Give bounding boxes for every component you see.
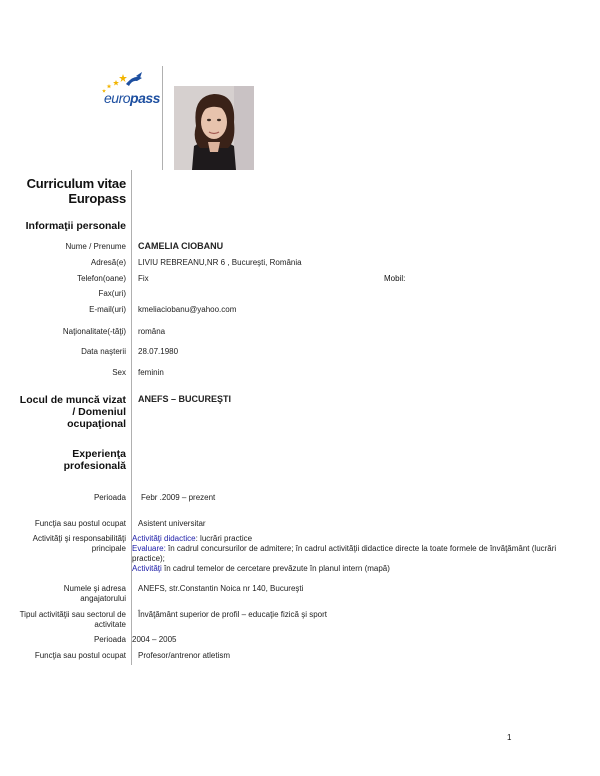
mobile-label: Mobil: (384, 274, 406, 283)
section-experience-line2: profesională (63, 460, 126, 472)
period2-label: Perioada (93, 635, 126, 644)
position-label: Funcţia sau postul ocupat (34, 519, 126, 528)
period2-value: 2004 – 2005 (132, 635, 177, 644)
activity-didactic-text: : lucrări practice (195, 534, 253, 543)
logo-pass-text: pass (130, 90, 160, 106)
activity-research-label: Activităţi (132, 564, 162, 573)
address-label: Adresă(e) (90, 258, 126, 267)
address-value: LIVIU REBREANU,NR 6 , Bucureşti, România (138, 258, 302, 267)
section-desired-job-line3: ocupaţional (67, 418, 126, 430)
header-divider (162, 66, 163, 170)
position2-value: Profesor/antrenor atletism (138, 651, 231, 660)
activities-value (132, 534, 572, 574)
employer-label: Numele şi adresa angajatorului (63, 584, 126, 603)
section-desired-job (20, 394, 126, 430)
fax-label: Fax(uri) (98, 289, 126, 298)
page-number: 1 (507, 733, 512, 742)
activities-label: Activităţi şi responsabilităţi principale (32, 534, 126, 553)
activity-didactic (132, 534, 572, 544)
position2-label: Funcţia sau postul ocupat (34, 651, 126, 660)
nationality-value: româna (138, 327, 166, 336)
nationality-label: Naţionalitate(-tăţi) (62, 327, 126, 336)
desired-job-value: ANEFS – BUCUREŞTI (138, 394, 232, 404)
activity-research-text: în cadrul temelor de cercetare prevăzute în planul intern (mapă) (161, 564, 390, 573)
activity-didactic-label: Activităţi didactice (132, 534, 196, 543)
logo-euro-text: euro (104, 90, 131, 106)
activity-evaluation-label: Evaluare: (132, 544, 166, 553)
birthdate-label: Data naşterii (81, 347, 126, 356)
section-experience (64, 448, 126, 472)
sex-value: feminin (138, 368, 164, 377)
cv-title (27, 176, 126, 206)
cv-title-line1: Curriculum vitae (26, 176, 126, 191)
section-experience-line1: Experienţa (72, 448, 126, 460)
email-label: E-mail(uri) (89, 305, 126, 314)
name-label: Nume / Prenume (65, 242, 126, 251)
section-personal: Informaţii personale (25, 220, 126, 232)
name-value: CAMELIA CIOBANU (138, 241, 224, 251)
activity-evaluation-text: în cadrul concursurilor de admitere; în cadrul activităţii didactice directe la toate formele de învăţământ (lucrări practice); (132, 544, 557, 563)
employer-value: ANEFS, str.Constantin Noica nr 140, Bucureşti (138, 584, 304, 593)
birthdate-value: 28.07.1980 (138, 347, 179, 356)
portrait-icon (174, 86, 254, 170)
period-value: Febr .2009 – prezent (141, 493, 216, 502)
section-desired-job-line2: / Domeniul (72, 406, 126, 418)
column-divider (131, 170, 132, 665)
activity-evaluation (132, 544, 572, 564)
profile-photo (174, 86, 254, 170)
sex-label: Sex (112, 368, 126, 377)
cv-title-line2: Europass (68, 191, 126, 206)
position-value: Asistent universitar (138, 519, 206, 528)
email-value[interactable]: kmeliaciobanu@yahoo.com (138, 305, 237, 314)
europass-logo (96, 70, 160, 110)
period-label: Perioada (93, 493, 126, 502)
phone-label: Telefon(oane) (77, 274, 126, 283)
sector-value: Învăţământ superior de profil – educaţie fizică şi sport (138, 610, 327, 619)
sector-label: Tipul activităţii sau sectorul de activitate (19, 610, 126, 629)
section-desired-job-line1: Locul de muncă vizat (19, 394, 126, 406)
phone-value: Fix (138, 274, 149, 283)
activity-research (132, 564, 572, 574)
